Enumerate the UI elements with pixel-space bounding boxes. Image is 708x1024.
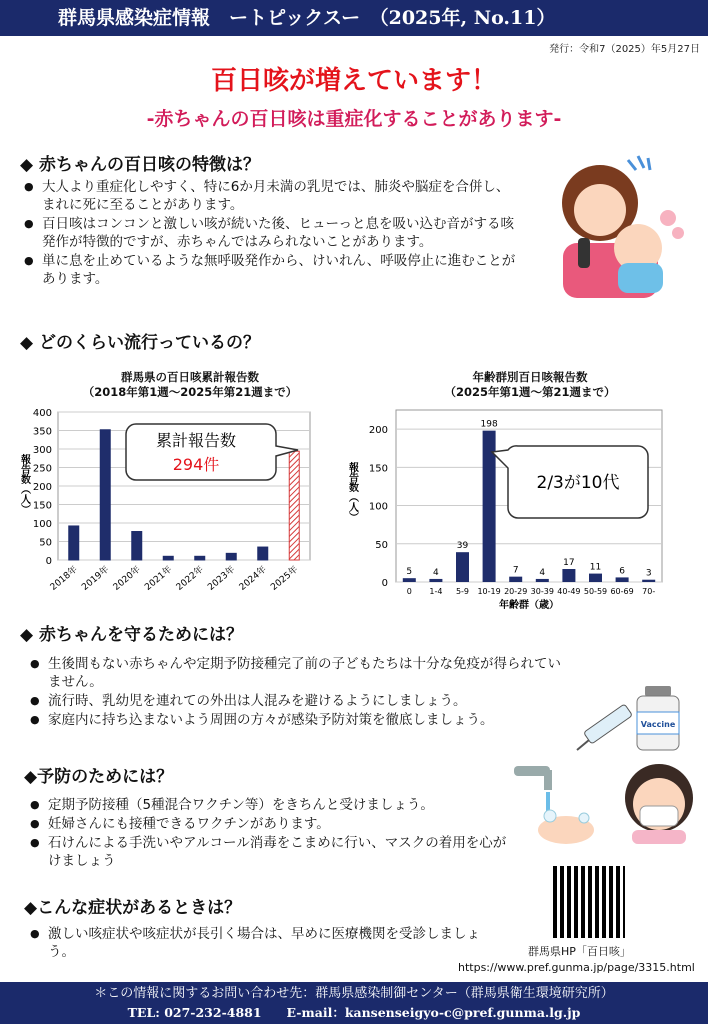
chart1-x-tick: 2021年 [143,564,175,593]
chart2-bar [403,578,416,582]
footer-contact: ＊この情報に関するお問い合わせ先：群馬県感染制御センター（群馬県衛生環境研究所） [94,986,614,1001]
chart2-x-label: 年齢群（歳） [499,600,559,611]
vaccine-illustration [575,682,705,752]
vaccine-label: Vaccine [640,720,676,729]
chart1-y-tick: 350 [32,426,52,438]
chart1-y-tick: 400 [32,408,52,419]
section-trend-heading: ◆ どのくらい流行っているの？ [20,333,260,353]
protect-list [30,655,570,730]
chart2-x-tick: 40-49 [557,587,581,596]
chart2-y-tick: 0 [381,578,388,589]
chart1-title: 群馬県の百日咳累計報告数 [121,370,259,384]
chart2-bar [562,569,575,582]
section-prevent-heading: ◆予防のためには？ [24,767,174,787]
chart1-x-tick: 2024年 [237,564,269,593]
chart2-bar [456,552,469,582]
chart1-x-tick: 2023年 [206,564,238,593]
list-item: ● 流行時、乳幼児を連れての外出は人混みを避けるようにしましょう。 [30,692,570,710]
chart1-y-tick: 100 [32,519,52,530]
chart2-bar [429,579,442,582]
list-item: ● 家庭内に持ち込まないよう周囲の方々が感染予防対策を徹底しましょう。 [30,711,570,729]
section-features-heading: ◆ 赤ちゃんの百日咳の特徴は？ [20,155,260,175]
chart1-x-tick: 2019年 [80,564,112,593]
header-bar [0,0,708,36]
list-item: ● 定期予防接種（5種混合ワクチン等）をきちんと受けましょう。 [30,796,510,814]
chart1-bar [132,532,142,560]
chart2-data-label: 5 [406,567,413,578]
mother-baby-illustration [538,148,698,298]
section-symptoms-heading: ◆こんな症状があるときは？ [24,898,242,918]
chart2-bar [616,577,629,582]
chart1-callout-title: 累計報告数 [155,431,237,450]
chart2-x-tick: 5-9 [455,587,470,596]
chart2-x-tick: 30-39 [530,587,554,596]
chart1-x-tick: 2020年 [111,564,143,593]
chart2-x-tick: 0 [406,587,412,596]
chart2-x-tick: 20-29 [504,587,528,596]
chart1-y-tick: 50 [39,537,52,549]
chart2-y-tick: 150 [368,463,388,475]
chart1-bar [69,526,79,560]
chart2-callout [492,446,648,518]
footer-bar [0,982,708,1024]
chart2-y-tick: 200 [368,425,388,437]
features-list [24,178,516,289]
chart1-bar [100,430,110,560]
chart1-bar [195,556,205,560]
chart1-y-tick: 300 [32,445,52,456]
chart2-bar [589,574,602,582]
list-item: ● 百日咳はコンコンと激しい咳が続いた後、ヒューっと息を吸い込む音がする咳発作が特徴的ですが、赤ちゃんではみられないことがあります。 [24,215,516,251]
subtitle: -赤ちゃんの百日咳は重症化することがあります- [146,108,562,130]
chart1-y-tick: 150 [32,500,52,512]
chart2-data-label: 17 [563,558,575,569]
chart2-subtitle: （2025年第1週～第21週まで） [444,385,616,399]
chart1-bar [226,553,236,560]
chart2-data-label: 11 [589,562,602,573]
handwash-illustration [510,758,602,850]
list-item: ● 大人より重症化しやすく、特に6か月未満の乳児では、肺炎や脳症を合併し、まれに死に至ることがあります。 [24,178,516,214]
chart1-x-tick: 2018年 [48,564,80,593]
chart2-y-tick: 100 [368,501,388,513]
chart2-x-tick: 60-69 [610,587,634,596]
footer-tel-email: TEL: 027-232-4881 E-mail：kansenseigyo-c@pref.gunma.lg.jp [127,1005,581,1020]
chart1-subtitle: （2018年第1週～2025年第21週まで） [82,385,298,399]
chart2-data-label: 6 [619,566,625,577]
chart2-bar [536,579,549,582]
chart1-x-tick: 2025年 [269,564,301,593]
chart2-callout-text: 2/3が10代 [536,473,620,493]
prevent-list [30,796,510,871]
chart1-x-tick: 2022年 [174,564,206,593]
chart2-data-label: 7 [512,565,519,576]
mask-child-illustration [618,760,700,844]
chart1 [10,402,330,610]
chart2-data-label: 3 [645,568,652,579]
issue-date: 発行：令和7（2025）年5月27日 [549,44,700,55]
chart1-bar [163,556,173,560]
symptoms-list [30,925,500,962]
list-item: ● 生後間もない赤ちゃんや定期予防接種完了前の子どもたちは十分な免疫が得られていません。 [30,655,570,691]
chart2-y-label: 報告数（人） [346,462,358,522]
chart2-data-label: 4 [433,567,439,578]
chart2-bar [642,580,655,582]
chart1-callout [126,424,298,480]
chart2-x-tick: 70- [642,587,656,596]
chart2-title-block [380,370,680,400]
chart2-data-label: 4 [539,567,546,578]
list-item: ● 激しい咳症状や咳症状が長引く場合は、早めに医療機関を受診しましょう。 [30,925,500,961]
chart1-y-tick: 250 [32,463,52,475]
chart1-bar [258,547,268,560]
chart2-x-tick: 1-4 [429,587,443,596]
chart1-y-tick: 0 [45,556,52,567]
qr-label: 群馬県HP「百日咳」 [528,945,631,958]
header-title: 群馬県感染症情報 ートピックスー （2025年, No.11） [58,7,556,29]
list-item: ● 妊婦さんにも接種できるワクチンがあります。 [30,815,510,833]
chart2-title: 年齢群別百日咳報告数 [472,370,588,384]
chart1-callout-value: 294件 [172,455,220,474]
chart2-y-tick: 50 [375,539,388,551]
list-item: ● 石けんによる手洗いやアルコール消毒をこまめに行い、マスクの着用を心がけましょう [30,834,510,870]
chart2-data-label: 198 [480,419,498,430]
chart2-x-tick: 50-59 [583,587,608,596]
chart2-x-tick: 10-19 [477,587,501,596]
qr-url-link[interactable]: https://www.pref.gunma.jp/page/3315.html [458,961,695,974]
chart2 [340,402,690,614]
chart2-data-label: 39 [456,541,469,552]
section-protect-heading: ◆ 赤ちゃんを守るためには？ [20,625,243,645]
chart1-bar [289,451,299,560]
chart1-title-block [40,370,340,400]
list-item: ● 単に息を止めているような無呼吸発作から、けいれん、呼吸停止に進むことがあります。 [24,252,516,288]
chart1-y-label: 報告数（人） [18,454,30,514]
main-title: 百日咳が増えています！ [210,66,497,96]
chart1-y-tick: 200 [32,482,52,493]
qr-code[interactable] [553,866,625,938]
chart2-bar [509,577,522,582]
